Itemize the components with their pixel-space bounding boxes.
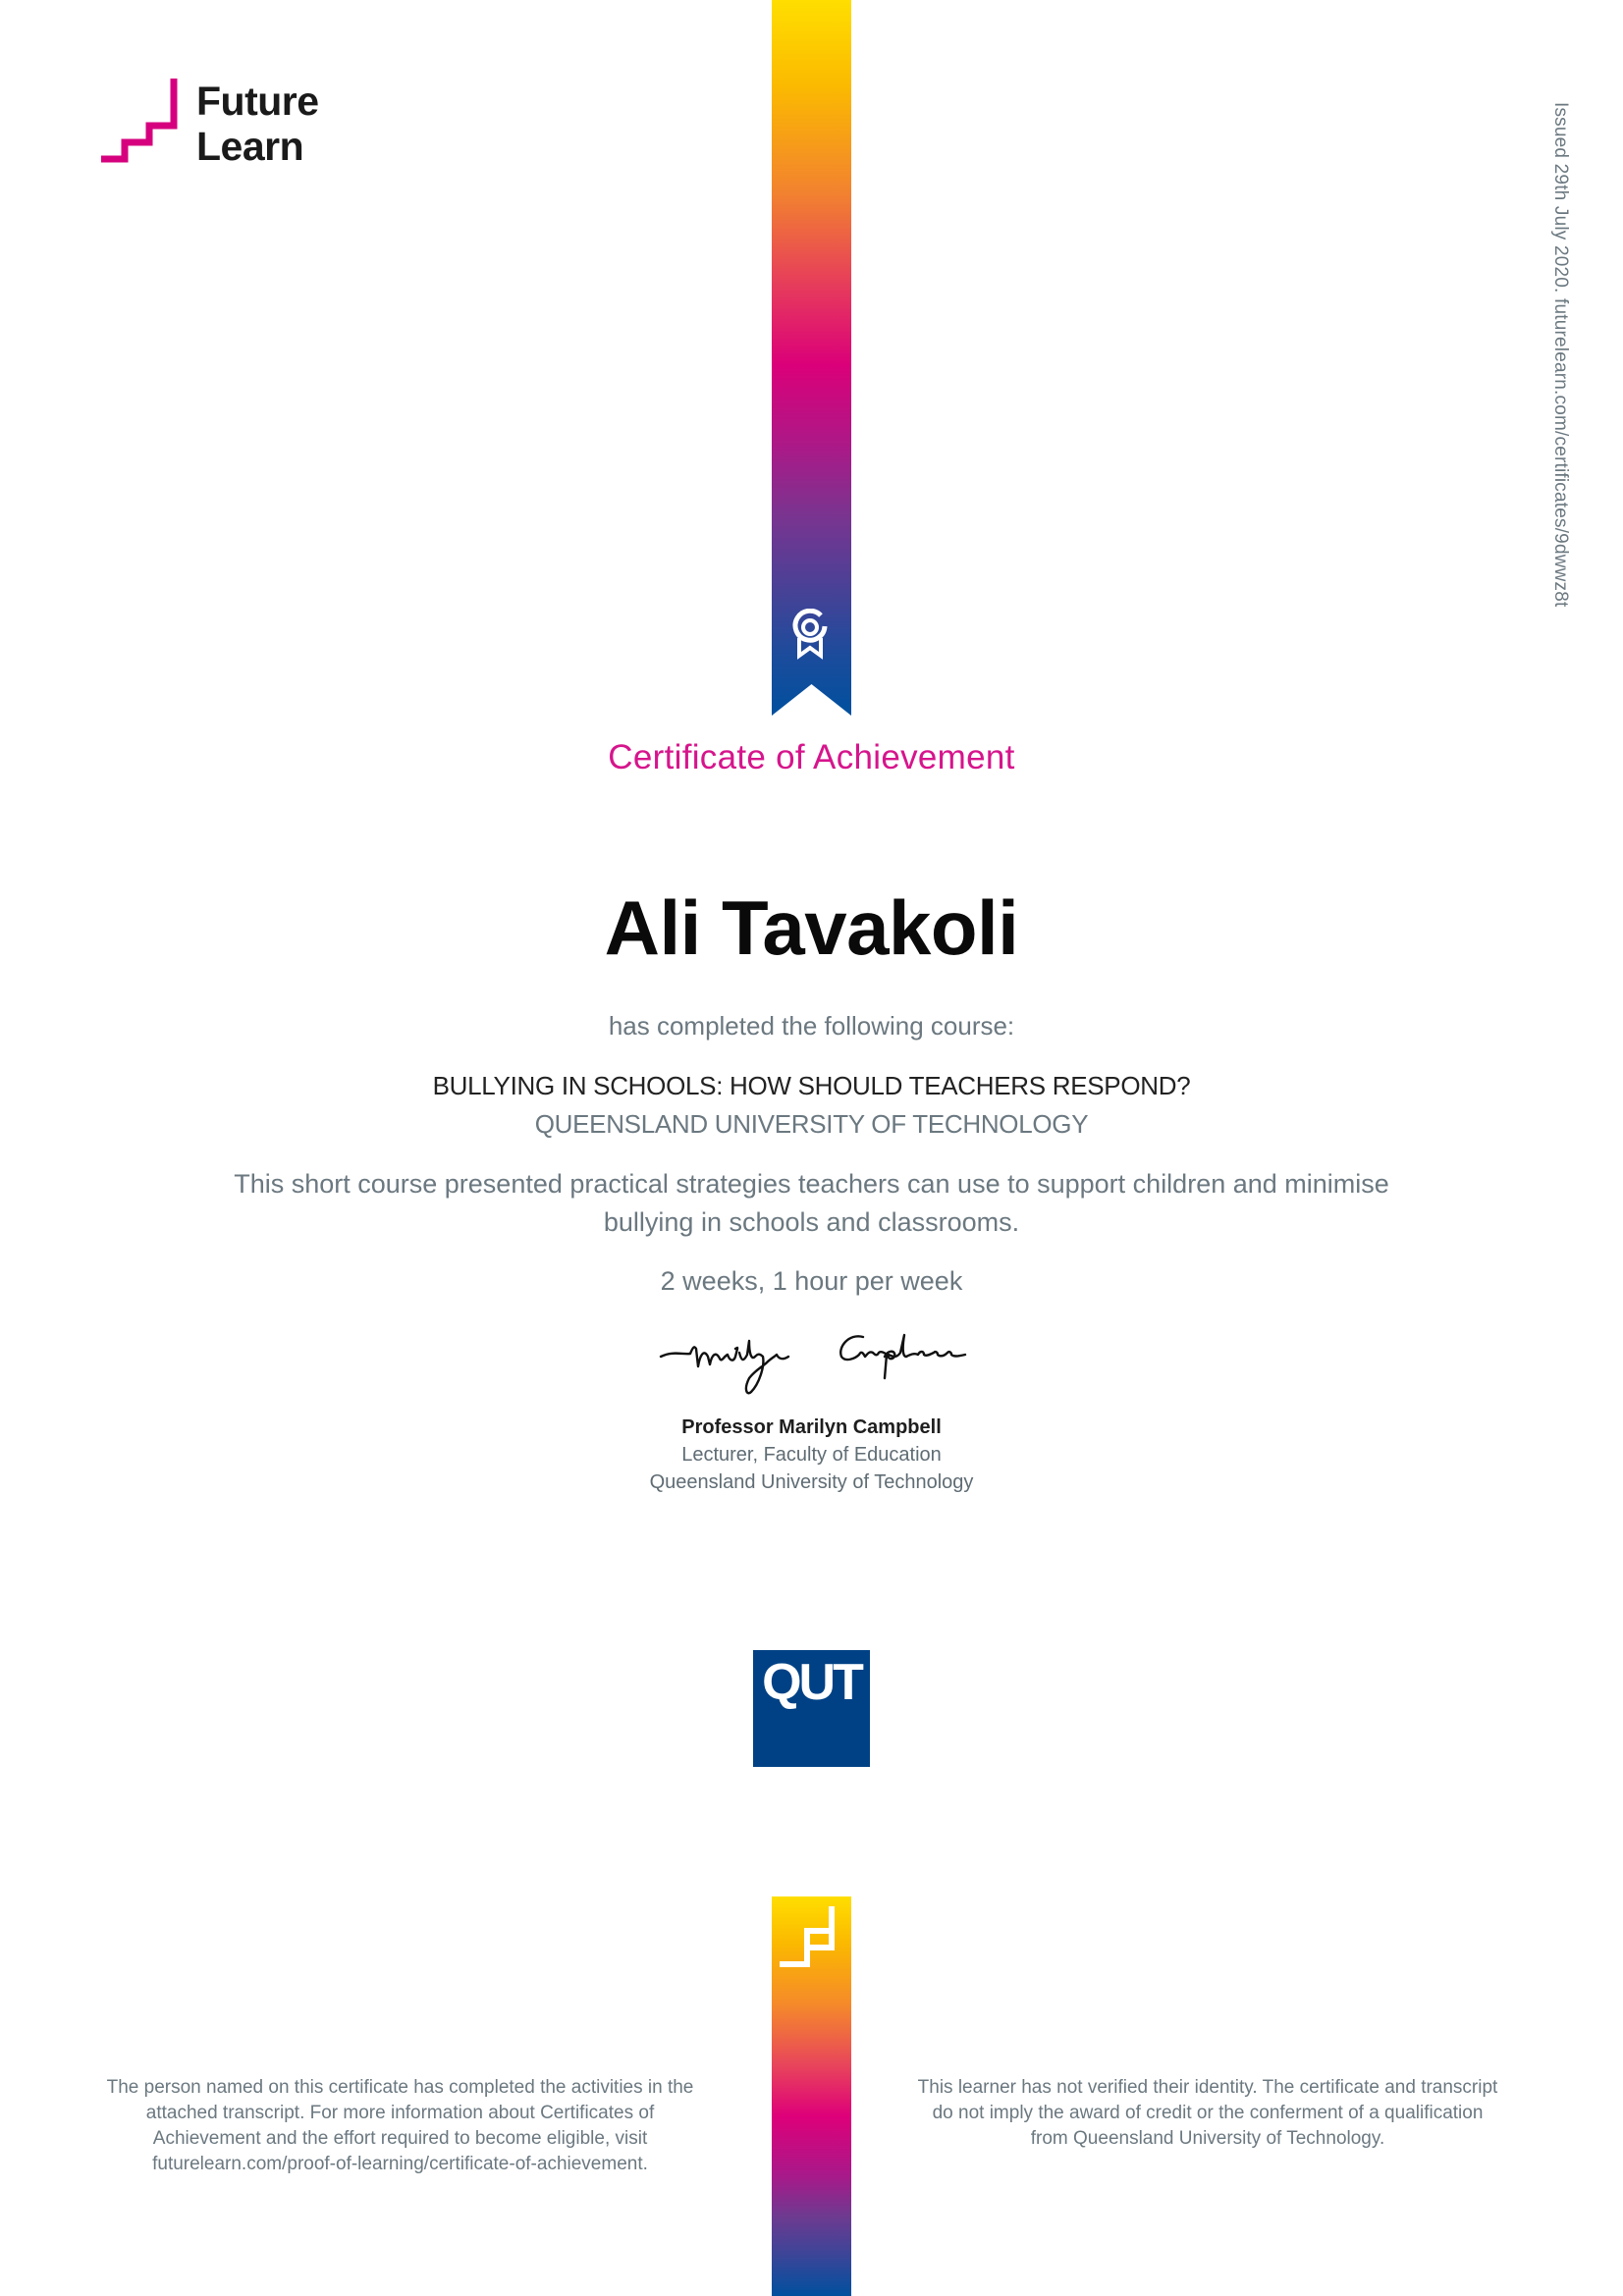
footer-line: The person named on this certificate has completed the activities in the	[106, 2077, 694, 2098]
footer-line: Achievement and the effort required to become eligible, visit	[152, 2128, 648, 2149]
bottom-gradient-bar	[772, 1896, 851, 2296]
signatory-role: Lecturer, Faculty of Education	[681, 1444, 942, 1466]
course-duration: 2 weeks, 1 hour per week	[660, 1266, 963, 1296]
footer-line: This learner has not verified their identity. The certificate and transcript	[917, 2077, 1498, 2098]
course-description-line: This short course presented practical strategies teachers can use to support children and minimise	[234, 1169, 1389, 1199]
footer-identity-disclaimer	[874, 2075, 1542, 2152]
logo-line-learn: Learn	[196, 124, 304, 169]
stairs-icon	[779, 1906, 839, 1969]
course-institution: QUEENSLAND UNIVERSITY OF TECHNOLOGY	[534, 1109, 1089, 1139]
course-description	[196, 1165, 1427, 1242]
footer-line: from Queensland University of Technology.	[1030, 2128, 1385, 2149]
certificate-title: Certificate of Achievement	[608, 738, 1015, 776]
signatory-name: Professor Marilyn Campbell	[681, 1416, 942, 1438]
qut-logo-text: QUT	[762, 1654, 861, 1711]
futurelearn-logo	[98, 79, 353, 169]
signatory-institution: Queensland University of Technology	[649, 1471, 974, 1493]
footer-line: attached transcript. For more information about Certificates of	[145, 2103, 655, 2123]
logo-wordmark	[196, 79, 319, 169]
issued-date-and-url: Issued 29th July 2020. futurelearn.com/certificates/9dwwz8t	[1550, 102, 1571, 608]
footer-line: futurelearn.com/proof-of-learning/certificate-of-achievement.	[152, 2154, 648, 2174]
qut-logo	[753, 1650, 870, 1767]
learner-name: Ali Tavakoli	[604, 884, 1019, 971]
completed-statement: has completed the following course:	[608, 1011, 1015, 1041]
award-rosette-icon	[791, 609, 831, 660]
signature-image	[653, 1327, 977, 1415]
achievement-ribbon	[772, 0, 851, 716]
course-description-line: bullying in schools and classrooms.	[603, 1207, 1020, 1237]
course-title: BULLYING IN SCHOOLS: HOW SHOULD TEACHERS RESPOND?	[432, 1071, 1191, 1100]
footer-line: do not imply the award of credit or the conferment of a qualification	[932, 2103, 1484, 2123]
stairs-icon	[98, 79, 187, 169]
logo-line-future: Future	[196, 79, 319, 124]
footer-certificate-info	[69, 2075, 731, 2177]
